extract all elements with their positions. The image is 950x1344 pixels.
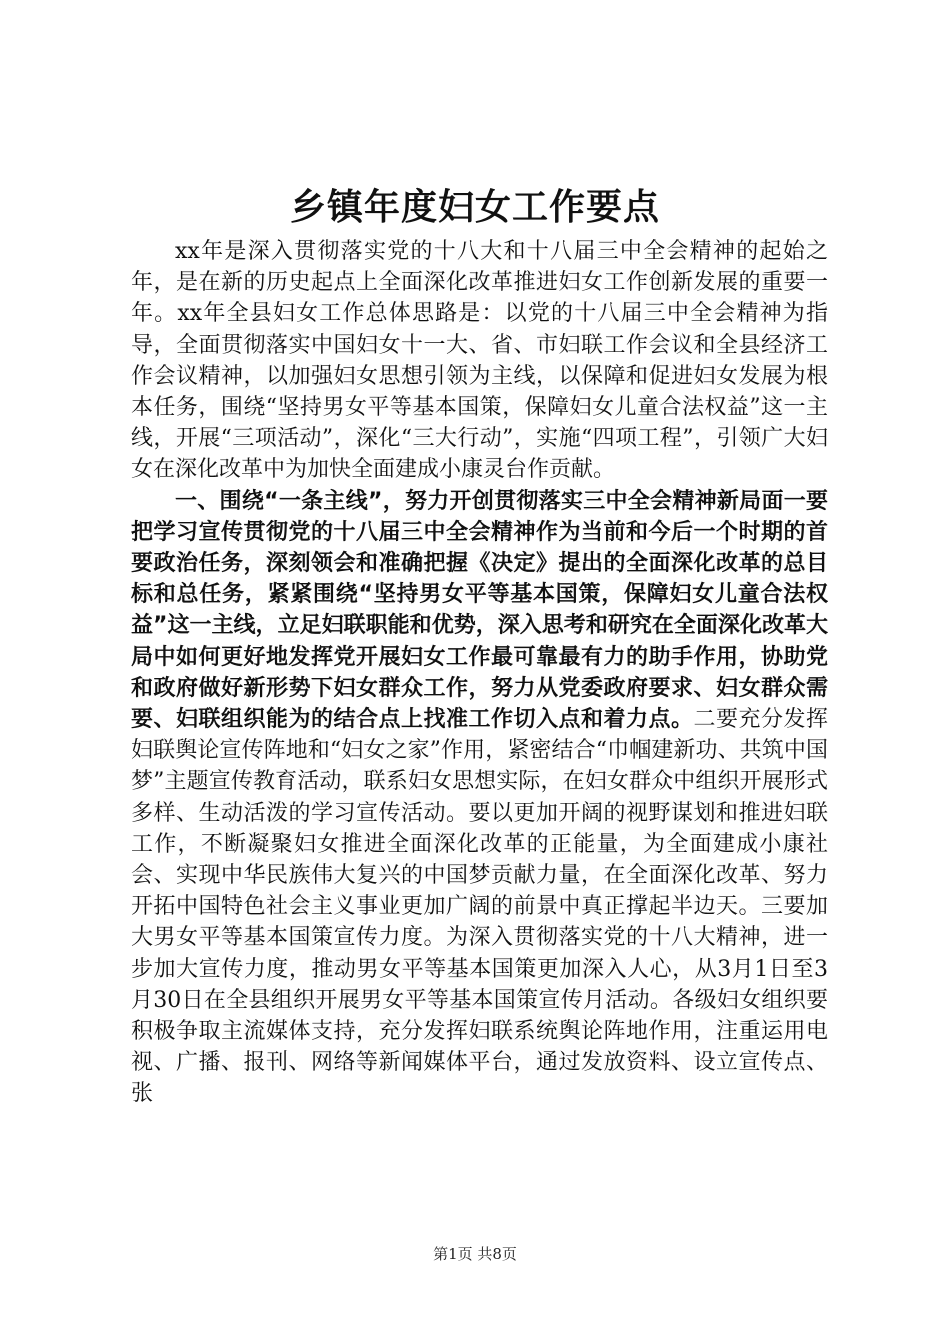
section-1-bold-text: 一、围绕“一条主线”，努力开创贯彻落实三中全会精神新局面一要把学习宣传贯彻党的十八届三中全会精神作为当前和今后一个时期的首要政治任务，深刻领会和准确把握《决定》提出的全面深化改革的总目标和总任务，紧紧围绕“坚持男女平等基本国策，保障妇女儿童合法权益”这一主线，立足妇联职能和优势，深入思考和研究在全面深化改革大局中如何更好地发挥党开展妇女工作最可靠最有力的助手作用，协助党和政府做好新形势下妇女群众工作，努力从党委政府要求、妇女群众需要、妇联组织能为的结合点上找准工作切入点和着力点。 (131, 488, 828, 733)
page-title: 乡镇年度妇女工作要点 (289, 187, 660, 228)
intro-paragraph: xx年是深入贯彻落实党的十八大和十八届三中全会精神的起始之年，是在新的历史起点上全面深化改革推进妇女工作创新发展的重要一年。xx年全县妇女工作总体思路是：以党的十八届三中全会精神为指导，全面贯彻落实中国妇女十一大、省、市妇联工作会议和全县经济工作会议精神，以加强妇女思想引领为主线，以保障和促进妇女发展为根本任务，围绕“坚持男女平等基本国策，保障妇女儿童合法权益”这一主线，开展“三项活动”，深化“三大行动”，实施“四项工程”，引领广大妇女在深化改革中为加快全面建成小康灵台作贡献。 (131, 239, 828, 483)
section-1-body-text: 二要充分发挥妇联舆论宣传阵地和“妇女之家”作用，紧密结合“巾帼建新功、共筑中国梦”主题宣传教育活动，联系妇女思想实际，在妇女群众中组织开展形式多样、生动活泼的学习宣传活动。要以更加开阔的视野谋划和推进妇联工作，不断凝聚妇女推进全面深化改革的正能量，为全面建成小康社会、实现中华民族伟大复兴的中国梦贡献力量，在全面深化改革、努力开拓中国特色社会主义事业更加广阔的前景中真正撑起半边天。三要加大男女平等基本国策宣传力度。为深入贯彻落实党的十八大精神，进一步加大宣传力度，推动男女平等基本国策更加深入人心，从3月1日至3月30日在全县组织开展男女平等基本国策宣传月活动。各级妇女组织要积极争取主流媒体支持，充分发挥妇联系统舆论阵地作用，注重运用电视、广播、报刊、网络等新闻媒体平台，通过发放资料、设立宣传点、张 (131, 707, 828, 1107)
document-body (131, 236, 828, 1110)
section-1-paragraph (131, 486, 828, 1110)
page-footer: 第1页 共8页 (433, 1245, 517, 1263)
